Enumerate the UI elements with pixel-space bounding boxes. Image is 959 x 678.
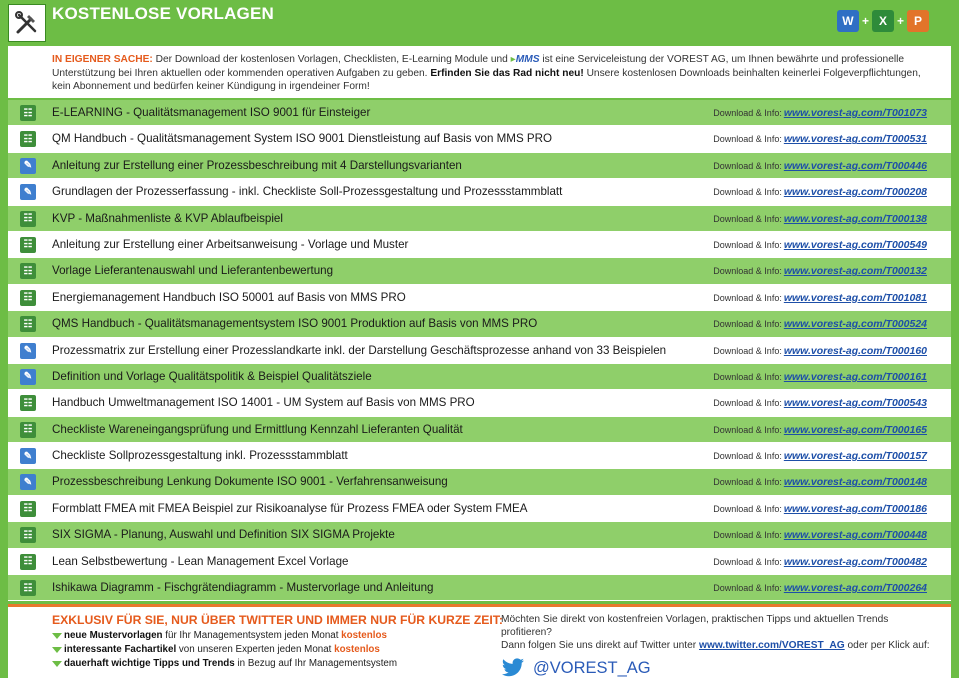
mms-label: MMS — [515, 54, 540, 65]
list-item — [8, 390, 951, 416]
download-prefix: Download & Info: — [713, 371, 782, 382]
list-item-title: Grundlagen der Prozesserfassung - inkl. Checkliste Soll-Prozessgestaltung und Prozessstammblatt — [52, 185, 563, 199]
word-file-icon: ✎ — [20, 184, 36, 200]
download-info — [713, 160, 927, 172]
list-item — [8, 126, 951, 152]
download-prefix: Download & Info: — [713, 187, 782, 198]
list-item-title: Definition und Vorlage Qualitätspolitik & Beispiel Qualitätsziele — [52, 369, 372, 383]
footer-bullet — [52, 643, 503, 657]
download-info — [713, 556, 927, 568]
download-info — [713, 371, 927, 383]
download-prefix: Download & Info: — [713, 160, 782, 171]
list-item — [8, 549, 951, 575]
list-item — [8, 443, 951, 469]
download-link[interactable]: www.vorest-ag.com/T000161 — [783, 370, 927, 383]
intro-bold: Erfinden Sie das Rad nicht neu! — [430, 67, 584, 79]
excel-file-icon: ☷ — [20, 263, 36, 279]
excel-file-icon: ☷ — [20, 527, 36, 543]
bullet-text: in Bezug auf Ihr Managementsystem — [234, 658, 398, 669]
list-item — [8, 258, 951, 284]
download-link[interactable]: www.vorest-ag.com/T000157 — [783, 450, 927, 463]
download-prefix: Download & Info: — [713, 477, 782, 488]
bullet-bold: dauerhaft wichtige Tipps und Trends — [64, 658, 235, 669]
footer-bullets — [52, 629, 503, 671]
word-file-icon: ✎ — [20, 474, 36, 490]
excel-file-icon: ☷ — [20, 237, 36, 253]
twitter-handle[interactable]: @VOREST_AG — [533, 658, 651, 677]
page-title: KOSTENLOSE VORLAGEN — [52, 4, 274, 23]
download-prefix: Download & Info: — [713, 556, 782, 567]
mms-logo-icon: ▸ — [510, 54, 516, 65]
download-info — [713, 265, 927, 277]
download-info — [713, 107, 927, 119]
download-link[interactable]: www.vorest-ag.com/T000531 — [783, 133, 927, 146]
bullet-highlight: kostenlos — [334, 644, 380, 655]
list-item-title: Vorlage Lieferantenauswahl und Lieferantenbewertung — [52, 264, 334, 278]
twitter-bird-icon — [501, 658, 525, 678]
download-link[interactable]: www.vorest-ag.com/T000160 — [783, 344, 927, 357]
download-prefix: Download & Info: — [713, 451, 782, 462]
footer-bullet — [52, 629, 503, 643]
intro-text-1: Der Download der kostenlosen Vorlagen, Checklisten, E-Learning Module und — [152, 54, 511, 65]
download-link[interactable]: www.vorest-ag.com/T000446 — [783, 159, 927, 172]
twitter-link[interactable]: www.twitter.com/VOREST_AG — [699, 640, 845, 651]
word-file-icon: ✎ — [20, 158, 36, 174]
list-item — [8, 285, 951, 311]
list-item-title: Checkliste Sollprozessgestaltung inkl. Prozessstammblatt — [52, 449, 348, 463]
list-item — [8, 179, 951, 205]
excel-file-icon: ☷ — [20, 501, 36, 517]
list-item-title: Handbuch Umweltmanagement ISO 14001 - UM System auf Basis von MMS PRO — [52, 396, 475, 410]
download-info — [713, 186, 927, 198]
list-item-title: QM Handbuch - Qualitätsmanagement System ISO 9001 Dienstleistung auf Basis von MMS PRO — [52, 132, 553, 146]
bullet-text: für Ihr Managementsystem jeden Monat — [162, 630, 342, 641]
download-link[interactable]: www.vorest-ag.com/T000448 — [783, 529, 927, 542]
download-info — [713, 345, 927, 357]
list-item-title: Formblatt FMEA mit FMEA Beispiel zur Risikoanalyse für Prozess FMEA oder System FMEA — [52, 501, 528, 515]
download-link[interactable]: www.vorest-ag.com/T000148 — [783, 476, 927, 489]
excel-file-icon: ☷ — [20, 290, 36, 306]
list-item — [8, 496, 951, 522]
powerpoint-icon: P — [907, 10, 929, 32]
download-info — [713, 213, 927, 225]
header — [0, 0, 959, 46]
excel-file-icon: ☷ — [20, 395, 36, 411]
download-info — [713, 450, 927, 462]
list-item — [8, 469, 951, 495]
list-item — [8, 575, 951, 601]
download-link[interactable]: www.vorest-ag.com/T000138 — [783, 212, 927, 225]
excel-file-icon: ☷ — [20, 211, 36, 227]
excel-file-icon: ☷ — [20, 554, 36, 570]
bullet-highlight: kostenlos — [341, 630, 387, 641]
intro-text-3: Unsere kostenlosen Downloads beinhalten keinerlei Folgeverpflichtungen, kein Abonnement und bedürfen keiner Kündigung in irgendeiner Form! — [52, 67, 921, 92]
download-info — [713, 476, 927, 488]
download-info — [713, 582, 927, 594]
footer-right-text: Dann folgen Sie uns direkt auf Twitter unter — [501, 640, 700, 651]
excel-file-icon: ☷ — [20, 422, 36, 438]
download-link[interactable]: www.vorest-ag.com/T001073 — [783, 107, 927, 119]
list-item-title: Checkliste Wareneingangsprüfung und Ermittlung Kennzahl Lieferanten Qualität — [52, 422, 463, 436]
logo — [8, 4, 46, 42]
download-prefix: Download & Info: — [713, 266, 782, 277]
list-item-title: Prozessmatrix zur Erstellung einer Prozesslandkarte inkl. der Darstellung Geschäftsprozesse anhand von 33 Beispielen — [52, 343, 667, 357]
download-prefix: Download & Info: — [713, 134, 782, 145]
list-item — [8, 232, 951, 258]
tools-icon — [13, 9, 41, 37]
intro-lead: IN EIGENER SACHE: — [52, 54, 153, 65]
download-info — [713, 292, 927, 304]
word-file-icon: ✎ — [20, 343, 36, 359]
footer-right-line-1: Möchten Sie direkt von kostenfreien Vorlagen, praktischen Tipps und aktuellen Trends profitieren? — [501, 614, 889, 638]
download-list — [8, 100, 951, 601]
plus-sign: + — [861, 14, 869, 28]
list-item-title: E-LEARNING - Qualitätsmanagement ISO 9001 für Einsteiger — [52, 106, 371, 119]
list-item — [8, 206, 951, 232]
download-link[interactable]: www.vorest-ag.com/T000524 — [783, 318, 927, 331]
download-prefix: Download & Info: — [713, 319, 782, 330]
excel-file-icon: ☷ — [20, 580, 36, 596]
list-item — [8, 522, 951, 548]
download-prefix: Download & Info: — [713, 424, 782, 435]
twitter-follow[interactable] — [501, 658, 941, 678]
intro-text — [8, 46, 951, 98]
excel-file-icon: ☷ — [20, 105, 36, 121]
list-item-title: Energiemanagement Handbuch ISO 50001 auf Basis von MMS PRO — [52, 290, 406, 304]
footer-title: EXKLUSIV FÜR SIE, NUR ÜBER TWITTER UND IMMER NUR FÜR KURZE ZEIT: — [52, 613, 503, 627]
app-icons — [837, 10, 929, 32]
download-prefix: Download & Info: — [713, 503, 782, 514]
list-item-title: KVP - Maßnahmenliste & KVP Ablaufbeispiel — [52, 211, 283, 225]
download-prefix: Download & Info: — [713, 345, 782, 356]
download-prefix: Download & Info: — [713, 530, 782, 541]
download-link[interactable]: www.vorest-ag.com/T000543 — [783, 397, 927, 410]
download-prefix: Download & Info: — [713, 583, 782, 594]
word-file-icon: ✎ — [20, 448, 36, 464]
footer-bullet — [52, 657, 503, 671]
list-item — [8, 417, 951, 443]
download-info — [713, 503, 927, 515]
bullet-bold: interessante Fachartikel — [64, 644, 177, 655]
download-info — [713, 397, 927, 409]
footer-right-end: oder per Klick auf: — [844, 640, 930, 651]
list-item-title: Ishikawa Diagramm - Fischgrätendiagramm - Mustervorlage und Anleitung — [52, 581, 434, 595]
download-link[interactable]: www.vorest-ag.com/T000132 — [783, 265, 927, 278]
footer-right — [501, 613, 941, 678]
list-item — [8, 338, 951, 364]
bullet-arrow-icon — [52, 647, 62, 653]
download-info — [713, 133, 927, 145]
intro-text-2: ist eine Serviceleistung der VOREST AG, um Ihnen bewährte und professionelle Unterstützung bei Ihren aktuellen oder kommenden operativen Aufgaben zu geben. — [52, 54, 905, 79]
bullet-arrow-icon — [52, 633, 62, 639]
download-link[interactable]: www.vorest-ag.com/T000264 — [783, 582, 927, 595]
download-info — [713, 424, 927, 436]
list-item — [8, 311, 951, 337]
word-icon: W — [837, 10, 859, 32]
download-info — [713, 529, 927, 541]
bullet-text: von unseren Experten jeden Monat — [176, 644, 335, 655]
download-prefix: Download & Info: — [713, 398, 782, 409]
download-link[interactable]: www.vorest-ag.com/T000549 — [783, 238, 927, 251]
word-file-icon: ✎ — [20, 369, 36, 385]
list-item-title: Lean Selbstbewertung - Lean Management Excel Vorlage — [52, 554, 349, 568]
download-link[interactable]: www.vorest-ag.com/T000165 — [783, 423, 927, 436]
bullet-arrow-icon — [52, 661, 62, 667]
download-link[interactable]: www.vorest-ag.com/T001081 — [783, 291, 927, 304]
download-prefix: Download & Info: — [713, 239, 782, 250]
excel-file-icon: ☷ — [20, 316, 36, 332]
footer-left — [52, 613, 503, 671]
download-prefix: Download & Info: — [713, 292, 782, 303]
download-link[interactable]: www.vorest-ag.com/T000482 — [783, 555, 927, 568]
download-link[interactable]: www.vorest-ag.com/T000208 — [783, 186, 927, 199]
plus-sign: + — [896, 14, 904, 28]
list-item-title: Prozessbeschreibung Lenkung Dokumente ISO 9001 - Verfahrensanweisung — [52, 475, 448, 489]
list-item-title: Anleitung zur Erstellung einer Prozessbeschreibung mit 4 Darstellungsvarianten — [52, 158, 462, 172]
download-info — [713, 318, 927, 330]
bullet-bold: neue Mustervorlagen — [64, 630, 163, 641]
excel-icon: X — [872, 10, 894, 32]
list-item-title: QMS Handbuch - Qualitätsmanagementsystem ISO 9001 Produktion auf Basis von MMS PRO — [52, 317, 538, 331]
list-item — [8, 153, 951, 179]
download-prefix: Download & Info: — [713, 213, 782, 224]
download-link[interactable]: www.vorest-ag.com/T000186 — [783, 502, 927, 515]
list-item — [8, 100, 951, 126]
list-item-title: Anleitung zur Erstellung einer Arbeitsanweisung - Vorlage und Muster — [52, 237, 409, 251]
list-item-title: SIX SIGMA - Planung, Auswahl und Definition SIX SIGMA Projekte — [52, 528, 395, 542]
excel-file-icon: ☷ — [20, 131, 36, 147]
download-prefix: Download & Info: — [713, 108, 782, 118]
list-item — [8, 364, 951, 390]
footer-right-line-2 — [501, 639, 941, 652]
download-info — [713, 239, 927, 251]
footer — [8, 604, 951, 678]
